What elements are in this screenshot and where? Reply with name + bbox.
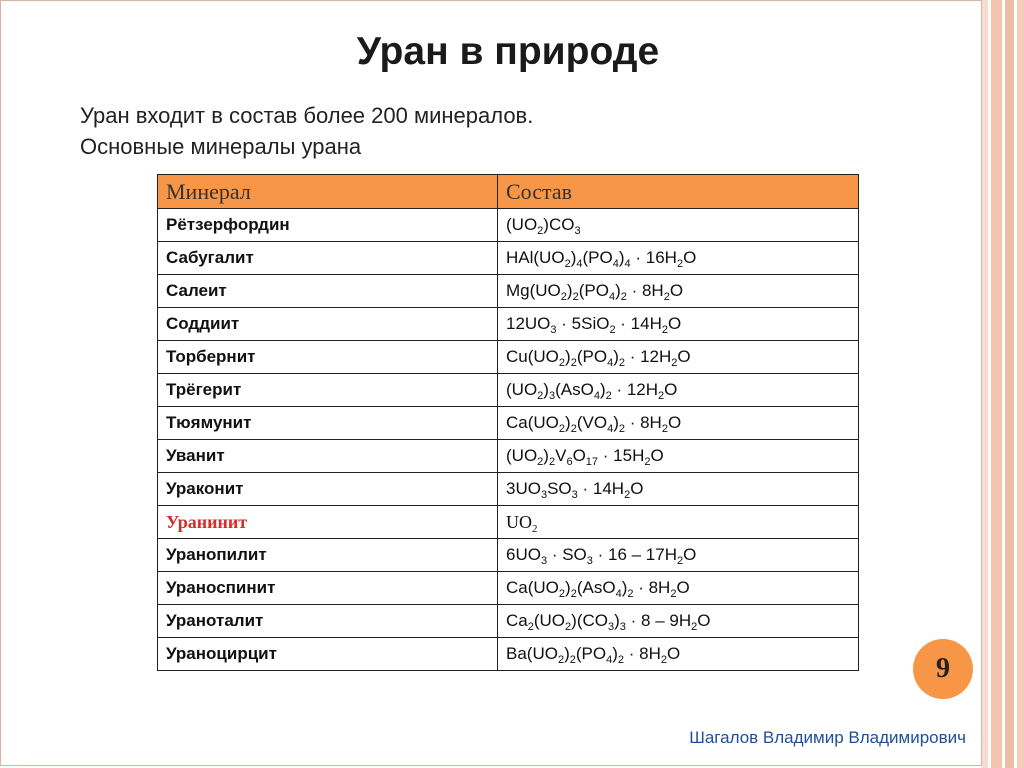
mineral-formula	[498, 638, 859, 671]
formula-text: Ba(UO	[506, 644, 558, 663]
formula-text: )	[614, 611, 620, 630]
mineral-formula	[498, 341, 859, 374]
formula-text: O	[676, 578, 690, 597]
formula-text: Ca	[506, 611, 528, 630]
formula-text: )	[599, 380, 606, 399]
formula-text: 6UO	[506, 545, 541, 564]
formula-text: O	[667, 644, 681, 663]
formula-text: · SO	[547, 545, 587, 564]
formula-text: Ca(UO	[506, 413, 559, 432]
formula-subscript: 2	[661, 423, 668, 435]
author-name: Шагалов Владимир Владимирович	[689, 728, 966, 747]
formula-subscript: 2	[557, 654, 565, 666]
formula-subscript: 3	[586, 555, 593, 567]
formula-text: Ca(UO	[506, 578, 559, 597]
formula-subscript: 6	[566, 456, 573, 468]
formula-subscript: 2	[663, 291, 670, 303]
mineral-name: Уванит	[158, 440, 498, 473]
formula-text: Cu(UO	[506, 347, 559, 366]
mineral-name: Салеит	[158, 275, 498, 308]
formula-subscript: 2	[548, 456, 556, 468]
formula-text: )	[564, 644, 570, 663]
formula-text: HAl(UO	[506, 248, 565, 267]
mineral-name: Ураноспинит	[158, 572, 498, 605]
formula-text: )	[621, 578, 628, 597]
formula-subscript: 2	[609, 324, 616, 336]
formula-subscript: 2	[560, 291, 567, 303]
formula-text: (VO	[576, 413, 608, 432]
formula-subscript: 3	[607, 621, 615, 633]
mineral-name: Торбернит	[158, 341, 498, 374]
formula-text: 12UO	[506, 314, 551, 333]
mineral-name: Ураноцирцит	[158, 638, 498, 671]
table-header-row	[158, 175, 859, 209]
mineral-name: Уранопилит	[158, 539, 498, 572]
formula-subscript: 2	[677, 555, 684, 567]
table-row	[158, 308, 859, 341]
formula-subscript: 2	[565, 621, 572, 633]
formula-subscript: 2	[564, 258, 571, 270]
mineral-formula	[498, 242, 859, 275]
formula-text: (AsO	[576, 578, 616, 597]
formula-subscript: 4	[607, 357, 614, 369]
mineral-formula	[498, 539, 859, 572]
formula-subscript: 17	[585, 456, 599, 468]
formula-text: O	[664, 380, 678, 399]
table-row	[158, 605, 859, 638]
table-row	[158, 275, 859, 308]
formula-text: )CO	[543, 215, 575, 234]
formula-text: · 12H	[611, 380, 659, 399]
formula-text: (UO	[506, 380, 538, 399]
formula-text: · 14H	[615, 314, 662, 333]
formula-subscript: 2	[691, 621, 698, 633]
formula-text: )	[612, 644, 618, 663]
table-row	[158, 374, 859, 407]
formula-text: )	[570, 248, 577, 267]
formula-subscript: 3	[540, 489, 548, 501]
mineral-name: Рётзерфордин	[158, 209, 498, 242]
formula-subscript: 2	[570, 588, 577, 600]
formula-text: )	[565, 413, 571, 432]
mineral-formula	[498, 506, 859, 539]
formula-subscript: 2	[558, 423, 566, 435]
table-row	[158, 242, 859, 275]
formula-subscript: 2	[670, 588, 677, 600]
formula-text: · 8H	[624, 413, 662, 432]
intro-line-2: Основные минералы урана	[80, 134, 362, 159]
formula-subscript: 3	[574, 225, 581, 237]
formula-subscript: 2	[620, 291, 627, 303]
formula-subscript: 4	[576, 258, 583, 270]
formula-text: )	[566, 281, 573, 300]
header-composition: Состав	[498, 175, 859, 209]
formula-text: Mg(UO	[506, 281, 561, 300]
mineral-name: Уранинит	[158, 506, 498, 539]
formula-subscript: 2	[532, 522, 538, 535]
table-row	[158, 209, 859, 242]
formula-text: (UO	[506, 215, 538, 234]
formula-text: )	[615, 281, 621, 300]
formula-subscript: 3	[550, 324, 557, 336]
formula-subscript: 4	[606, 654, 613, 666]
formula-subscript: 2	[537, 390, 544, 402]
formula-text: SO	[547, 479, 572, 498]
table-row	[158, 407, 859, 440]
formula-text: O	[630, 479, 644, 498]
mineral-name: Сабугалит	[158, 242, 498, 275]
formula-text: (PO	[575, 644, 607, 663]
formula-subscript: 2	[537, 456, 544, 468]
formula-subscript: 4	[593, 390, 600, 402]
mineral-formula	[498, 473, 859, 506]
formula-subscript: 4	[608, 291, 616, 303]
formula-text: (UO	[533, 611, 566, 630]
formula-subscript: 2	[537, 225, 544, 237]
formula-subscript: 4	[624, 258, 631, 270]
formula-text: O	[572, 446, 586, 465]
formula-text: · 16 – 17H	[592, 545, 677, 564]
formula-subscript: 2	[570, 423, 577, 435]
formula-subscript: 2	[627, 588, 634, 600]
formula-text: · 16H	[630, 248, 677, 267]
table-row	[158, 572, 859, 605]
table-row	[158, 473, 859, 506]
formula-subscript: 2	[618, 423, 625, 435]
formula-text: · 12H	[624, 347, 672, 366]
table-row	[158, 341, 859, 374]
formula-text: )	[618, 248, 625, 267]
formula-subscript: 2	[558, 588, 566, 600]
formula-text: O	[650, 446, 664, 465]
formula-text: · 8H	[624, 644, 661, 663]
formula-text: (AsO	[555, 380, 594, 399]
formula-subscript: 2	[570, 357, 577, 369]
formula-text: · 8 – 9H	[625, 611, 692, 630]
formula-text: · 15H	[598, 446, 645, 465]
mineral-name: Трёгерит	[158, 374, 498, 407]
minerals-table	[157, 174, 859, 671]
mineral-formula	[498, 275, 859, 308]
mineral-formula	[498, 605, 859, 638]
mineral-formula	[498, 308, 859, 341]
formula-text: V	[555, 446, 567, 465]
formula-text: )	[543, 380, 549, 399]
page-number-badge: 9	[913, 639, 973, 699]
formula-subscript: 4	[612, 258, 619, 270]
formula-subscript: 2	[569, 654, 576, 666]
formula-text: O	[683, 545, 697, 564]
mineral-name: Тюямунит	[158, 407, 498, 440]
formula-subscript: 3	[571, 489, 578, 501]
formula-text: 3UO	[506, 479, 541, 498]
mineral-formula	[498, 407, 859, 440]
decorative-stripes	[982, 0, 1024, 768]
formula-text: (UO	[506, 446, 538, 465]
header-mineral: Минерал	[158, 175, 498, 209]
formula-text: · 8H	[633, 578, 671, 597]
formula-text: (PO	[578, 281, 609, 300]
formula-text: · 14H	[577, 479, 625, 498]
formula-subscript: 2	[676, 258, 684, 270]
formula-subscript: 2	[527, 621, 534, 633]
formula-subscript: 2	[618, 357, 625, 369]
formula-text: )	[565, 578, 571, 597]
formula-text: )	[543, 446, 549, 465]
formula-text: O	[668, 314, 682, 333]
formula-text: O	[697, 611, 711, 630]
formula-text: UO	[506, 511, 532, 532]
formula-subscript: 2	[660, 654, 668, 666]
formula-text: O	[677, 347, 691, 366]
formula-subscript: 3	[540, 555, 548, 567]
formula-text: · 8H	[626, 281, 664, 300]
formula-text: O	[667, 413, 682, 432]
formula-subscript: 4	[607, 423, 614, 435]
formula-subscript: 2	[644, 456, 651, 468]
mineral-name: Соддиит	[158, 308, 498, 341]
formula-subscript: 2	[605, 390, 612, 402]
table-row	[158, 638, 859, 671]
slide-title: Уран в природе	[356, 30, 660, 73]
formula-text: · 5SiO	[556, 314, 610, 333]
formula-subscript: 2	[572, 291, 579, 303]
formula-text: )	[613, 413, 619, 432]
mineral-formula	[498, 209, 859, 242]
mineral-formula	[498, 374, 859, 407]
formula-subscript: 2	[671, 357, 678, 369]
formula-subscript: 2	[661, 324, 668, 336]
formula-text: )(CO	[571, 611, 608, 630]
intro-line-1: Уран входит в состав более 200 минералов.	[80, 103, 534, 128]
formula-text: O	[683, 248, 697, 267]
table-row	[158, 539, 859, 572]
mineral-formula	[498, 440, 859, 473]
table-row	[158, 506, 859, 539]
mineral-name: Ураноталит	[158, 605, 498, 638]
table-row	[158, 440, 859, 473]
formula-subscript: 4	[615, 588, 622, 600]
formula-subscript: 2	[617, 654, 625, 666]
formula-text: (PO	[576, 347, 608, 366]
formula-subscript: 2	[624, 489, 631, 501]
formula-subscript: 3	[619, 621, 626, 633]
mineral-formula	[498, 572, 859, 605]
formula-text: (PO	[582, 248, 613, 267]
intro-text	[80, 100, 533, 162]
formula-subscript: 2	[558, 357, 566, 369]
formula-subscript: 2	[658, 390, 665, 402]
formula-text: )	[565, 347, 571, 366]
formula-text: O	[669, 281, 684, 300]
formula-subscript: 3	[548, 390, 556, 402]
formula-text: )	[613, 347, 619, 366]
mineral-name: Ураконит	[158, 473, 498, 506]
